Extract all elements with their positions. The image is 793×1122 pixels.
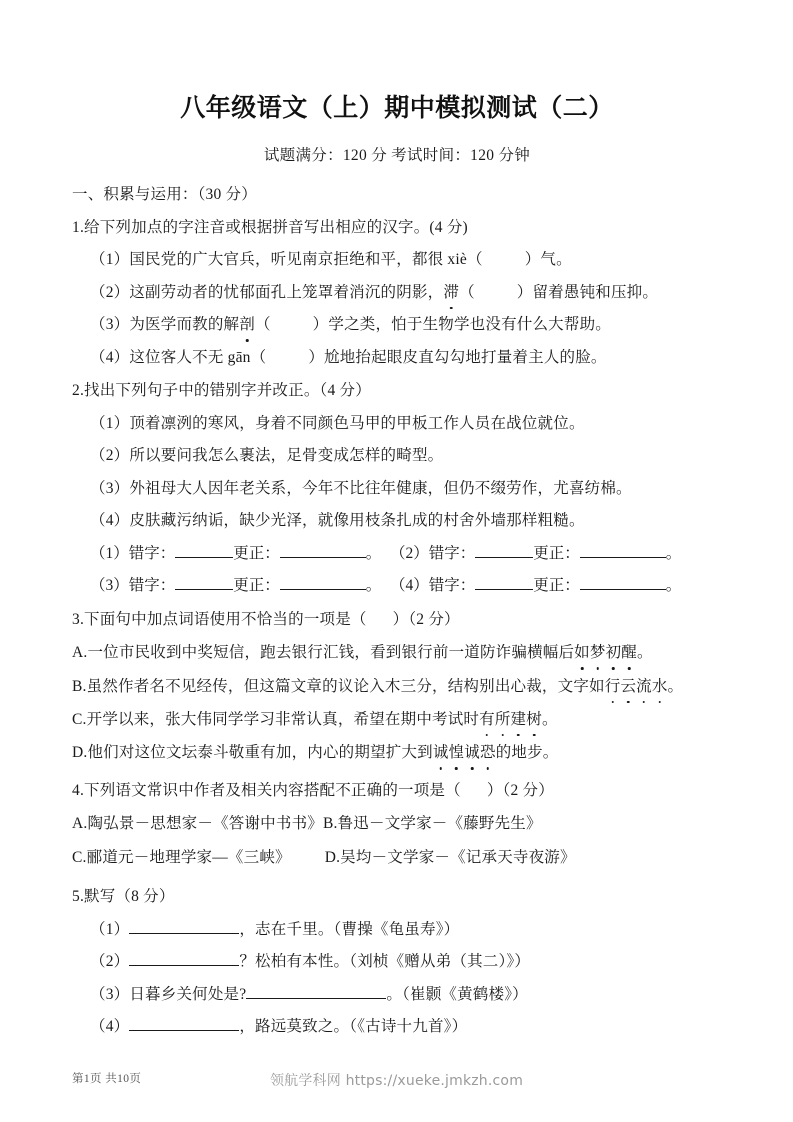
question-1-item-4 <box>72 337 722 369</box>
option-letter: D. <box>72 744 88 762</box>
correction-label: 更正： <box>233 544 280 562</box>
page-title: 八年级语文（上）期中模拟测试（二） <box>180 94 614 122</box>
question-2-item-2 <box>72 435 722 467</box>
period: 。 <box>365 577 382 595</box>
dotted-idiom: 如梦初醒 <box>574 644 637 661</box>
item-label: （2） <box>90 953 130 971</box>
question-2-answer-row-2 <box>72 565 722 597</box>
question-5-item-2 <box>72 941 722 973</box>
option-text-post: 。 <box>541 711 558 728</box>
option-text-pre: 他们对这位文坛泰斗敬重有加，内心的期望扩大到 <box>87 744 433 762</box>
option-c[interactable]: C.郦道元－地理学家—《三峡》 <box>72 848 291 866</box>
answer-cell-3 <box>90 575 390 597</box>
item-label: （1） <box>90 251 130 269</box>
page-footer <box>0 1070 793 1100</box>
correction-blank[interactable] <box>580 557 666 558</box>
question-2-item-1 <box>72 403 722 435</box>
option-text-post: 。 <box>636 644 653 662</box>
correction-label: 更正： <box>533 577 580 595</box>
item-label: （4） <box>90 512 130 530</box>
question-3-option-c[interactable] <box>72 698 722 731</box>
option-letter: B. <box>72 677 87 695</box>
item-text: 顶着凛洌的寒风，身着不同颜色马甲的甲板工作人员在战位就位。 <box>129 414 585 432</box>
correction-label: 更正： <box>233 577 280 595</box>
item-text: 外祖母大人因年老关系，今年不比往年健康，但仍不缀劳作，尤喜纺棉。 <box>129 479 632 497</box>
stem-post: ）（2 分） <box>486 781 554 799</box>
option-text-post: 。 <box>667 677 684 695</box>
item-label: （1） <box>90 414 130 432</box>
dotted-idiom: 诚惶诚恐 <box>433 744 496 761</box>
option-text-pre: 一位市民收到中奖短信，跑去银行汇钱，看到银行前一道防诈骗横幅后 <box>87 644 575 662</box>
item-label: （4） <box>90 1018 130 1036</box>
question-5-item-1 <box>72 909 722 941</box>
item-text-pre: 这位客人不无 gān（ <box>129 348 267 366</box>
item-text: 所以要问我怎么裹法，足骨变成怎样的畸型。 <box>129 447 444 465</box>
option-a[interactable]: A.陶弘景－思想家－《答谢中书书》 <box>72 815 323 833</box>
fill-blank[interactable] <box>129 933 239 934</box>
wrong-char-label: 错字： <box>128 577 176 595</box>
item-label: （4） <box>390 577 429 595</box>
question-3-option-a[interactable] <box>72 631 722 664</box>
item-label: （3） <box>90 985 130 1003</box>
item-label: （3） <box>90 577 129 595</box>
correction-blank[interactable] <box>280 557 366 558</box>
option-b[interactable]: B.鲁迅－文学家－《藤野先生》 <box>322 815 542 833</box>
wrong-char-label: 错字： <box>428 544 476 562</box>
item-text-post: ）留着愚钝和压抑。 <box>516 283 659 301</box>
item-text-pre: 国民党的广大官兵，听见南京拒绝和平，都很 xiè（ <box>129 251 483 269</box>
document-body <box>72 0 722 1039</box>
fill-blank[interactable] <box>129 965 239 966</box>
item-label: （3） <box>90 316 130 334</box>
dotted-char: 滞 <box>443 282 459 304</box>
section-heading-one: 一、积累与运用：（30 分） <box>72 185 257 203</box>
dotted-char: 剖 <box>239 314 255 336</box>
question-2-answer-row-1 <box>72 533 722 565</box>
item-label: （1） <box>90 544 129 562</box>
question-1-item-1 <box>72 239 722 271</box>
stem-post: ）（2 分） <box>392 610 460 628</box>
correction-label: 更正： <box>533 544 580 562</box>
item-label: （1） <box>90 920 130 938</box>
item-text: ，路远莫致之。（《古诗十九首》） <box>239 1018 468 1036</box>
wrong-char-label: 错字： <box>128 544 176 562</box>
item-text: ？松柏有本性。（刘桢《赠从弟（其二）》） <box>239 953 531 971</box>
answer-cell-2 <box>390 543 681 565</box>
item-text-post: ）学之类，怕于生物学也没有什么大帮助。 <box>312 316 611 334</box>
question-5-item-4 <box>72 1006 722 1038</box>
item-text-pre: 这副劳动者的忧郁面孔上笼罩着消沉的阴影，滞（ <box>129 284 474 301</box>
dotted-idiom: 有所建树 <box>479 711 542 728</box>
item-label: （2） <box>390 544 429 562</box>
question-5-item-3 <box>72 974 722 1006</box>
answer-cell-1 <box>90 543 390 565</box>
fill-blank[interactable] <box>246 998 386 999</box>
item-label: （3） <box>90 479 130 497</box>
item-text: 。（崔颢《黄鹤楼》） <box>386 985 528 1003</box>
item-label: （2） <box>90 283 130 301</box>
question-1-stem: 1.给下列加点的字注音或根据拼音写出相应的汉字。(4 分) <box>72 218 468 236</box>
item-text: ，志在千里。（曹操《龟虽寿》） <box>239 920 460 938</box>
wrong-char-label: 错字： <box>428 577 476 595</box>
question-1-item-2 <box>72 272 722 304</box>
item-text-post: ）气。 <box>524 251 572 269</box>
correction-blank[interactable] <box>280 589 366 590</box>
question-2-item-3 <box>72 468 722 500</box>
item-text: 皮肤藏污纳诟，缺少光泽，就像用枝条扎成的村舍外墙那样粗糙。 <box>129 512 585 530</box>
question-3-option-d[interactable] <box>72 731 722 764</box>
item-text-pre: 日暮乡关何处是? <box>129 985 247 1003</box>
period: 。 <box>365 544 382 562</box>
question-4-row-2 <box>72 836 722 869</box>
page-number: 第1页 共10页 <box>72 1073 142 1085</box>
option-text-pre: 开学以来，张大伟同学学习非常认真，希望在期中考试时 <box>86 711 480 728</box>
wrong-char-blank[interactable] <box>475 557 533 558</box>
wrong-char-blank[interactable] <box>175 589 233 590</box>
stem-pre: 4.下列语文常识中作者及相关内容搭配不正确的一项是（ <box>72 781 461 799</box>
option-text-post: 的地步。 <box>495 744 559 762</box>
question-1-item-3 <box>72 304 722 336</box>
site-watermark: 领航学科网 https://xueke.jmkzh.com <box>269 1073 524 1089</box>
period: 。 <box>665 544 682 562</box>
correction-blank[interactable] <box>580 589 666 590</box>
item-label: （2） <box>90 447 130 465</box>
item-label: （4） <box>90 348 130 366</box>
question-4-row-1 <box>72 802 722 835</box>
question-4-stem <box>72 765 722 802</box>
option-letter: A. <box>72 644 88 662</box>
answer-cell-4 <box>390 575 681 597</box>
stem-pre: 3.下面句中加点词语使用不恰当的一项是（ <box>72 610 367 628</box>
item-text-post: ）尬地抬起眼皮直勾勾地打量着主人的脸。 <box>308 348 607 366</box>
question-3-option-b[interactable] <box>72 665 722 698</box>
wrong-char-blank[interactable] <box>175 557 233 558</box>
wrong-char-blank[interactable] <box>475 589 533 590</box>
item-text-pre: 为医学而教的解剖（ <box>129 316 270 333</box>
question-2-stem: 2.找出下列句子中的错别字并改正。（4 分） <box>72 382 371 400</box>
fill-blank[interactable] <box>129 1030 239 1031</box>
dotted-idiom: 行云流水 <box>605 678 668 695</box>
option-text-pre: 虽然作者名不见经传，但这篇文章的议论入木三分，结构别出心裁，文字如 <box>86 677 605 695</box>
question-2-item-4 <box>72 500 722 532</box>
question-3-stem <box>72 598 722 631</box>
option-d[interactable]: D.吴均－文学家－《记承天寺夜游》 <box>324 848 576 866</box>
period: 。 <box>665 577 682 595</box>
exam-subtitle: 试题满分：120 分 考试时间：120 分钟 <box>263 146 531 164</box>
question-5-stem: 5.默写（8 分） <box>72 888 175 906</box>
option-letter: C. <box>72 711 87 728</box>
